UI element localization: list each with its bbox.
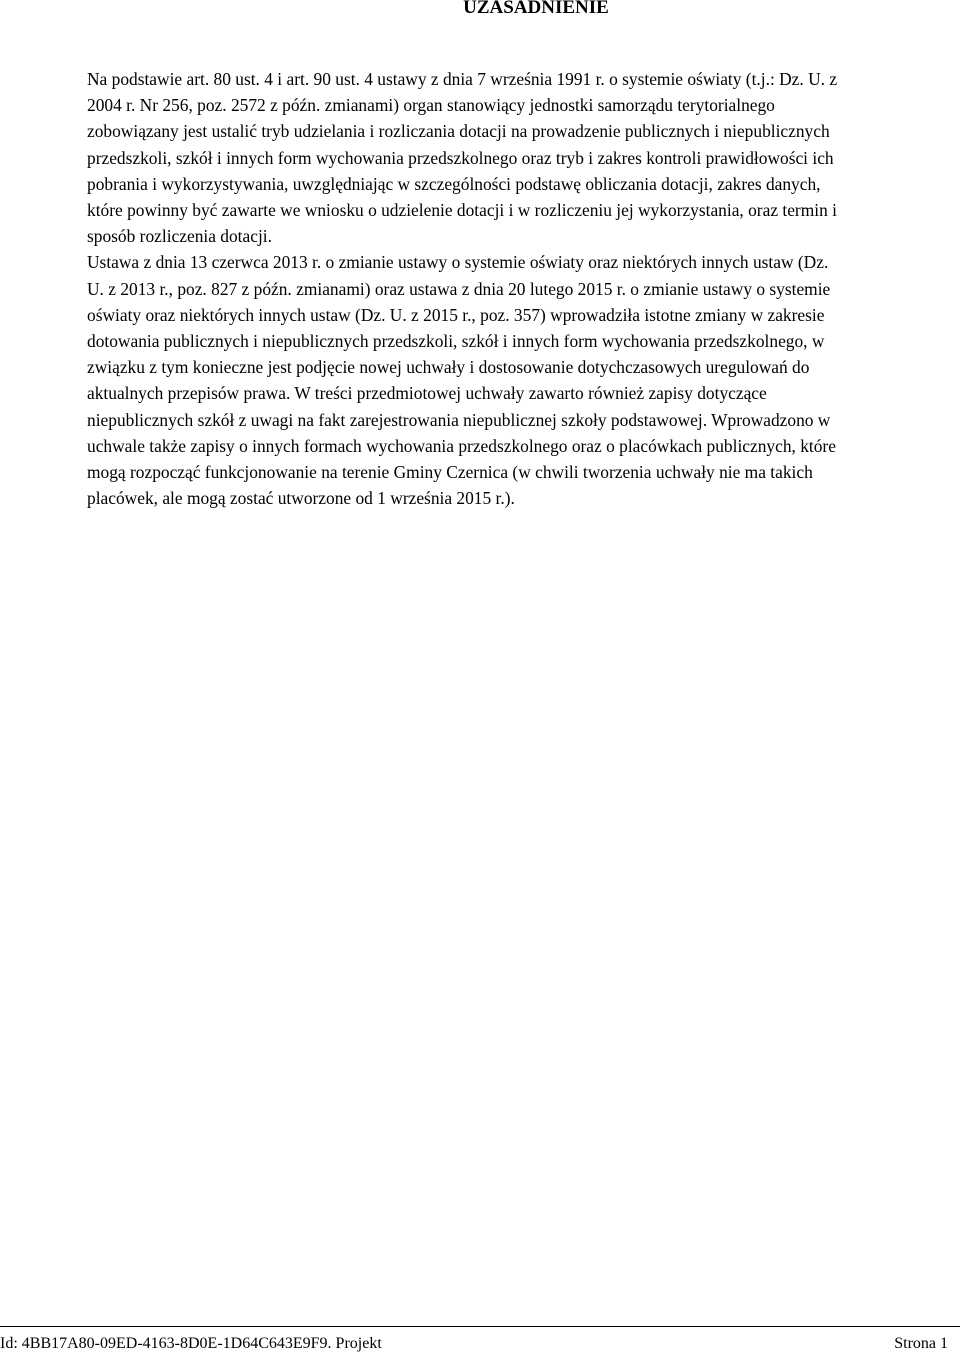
body-line: U. z 2013 r., poz. 827 z późn. zmianami) oraz ustawa z dnia 20 lutego 2015 r. o zmianie ustawy o systemie (87, 278, 831, 299)
footer-page-number: Strona 1 (894, 1335, 948, 1352)
body-line: uchwale także zapisy o innych formach wychowania przedszkolnego oraz o placówkach publicznych, które (87, 435, 836, 456)
body-line: które powinny być zawarte we wniosku o udzielenie dotacji i w rozliczeniu jej wykorzystania, oraz termin i (87, 200, 837, 221)
body-line: placówek, ale mogą zostać utworzone od 1 września 2015 r.). (87, 488, 515, 509)
footer-document-id: Id: 4BB17A80-09ED-4163-8D0E-1D64C643E9F9. Projekt (0, 1335, 382, 1352)
body-line: oświaty oraz niektórych innych ustaw (Dz. U. z 2015 r., poz. 357) wprowadziła istotne zmiany w zakresie (87, 304, 825, 325)
body-line: związku z tym konieczne jest podjęcie nowej uchwały i dostosowanie dotychczasowych uregulowań do (87, 357, 810, 378)
body-line: przedszkoli, szkół i innych form wychowania przedszkolnego oraz tryb i zakres kontroli prawidłowości ich (87, 147, 834, 168)
body-line: dotowania publicznych i niepublicznych przedszkoli, szkół i innych form wychowania przedszkolnego, w (87, 331, 825, 352)
justification-body (87, 66, 959, 511)
body-line: 2004 r. Nr 256, poz. 2572 z późn. zmianami) organ stanowiący jednostki samorządu terytorialnego (87, 95, 775, 116)
document-title: UZASADNIENIE (463, 0, 609, 18)
body-line: pobrania i wykorzystywania, uwzględniając w szczególności podstawę obliczania dotacji, zakres danych, (87, 173, 821, 194)
body-line: aktualnych przepisów prawa. W treści przedmiotowej uchwały zawarto również zapisy dotyczące (87, 383, 767, 404)
body-line: zobowiązany jest ustalić tryb udzielania i rozliczania dotacji na prowadzenie publicznych i niepublicznych (87, 121, 830, 142)
body-line: Ustawa z dnia 13 czerwca 2013 r. o zmianie ustawy o systemie oświaty oraz niektórych innych ustaw (Dz. (87, 252, 829, 273)
body-line: mogą rozpocząć funkcjonowanie na terenie Gminy Czernica (w chwili tworzenia uchwały nie ma takich (87, 462, 813, 483)
footer-divider (0, 1326, 960, 1327)
body-line: Na podstawie art. 80 ust. 4 i art. 90 ust. 4 ustawy z dnia 7 września 1991 r. o systemie oświaty (t.j.: Dz. U. z (87, 69, 838, 89)
body-line: sposób rozliczenia dotacji. (87, 226, 272, 247)
body-line: niepublicznych szkół z uwagi na fakt zarejestrowania niepublicznej szkoły podstawowej. Wprowadzono w (87, 409, 831, 430)
